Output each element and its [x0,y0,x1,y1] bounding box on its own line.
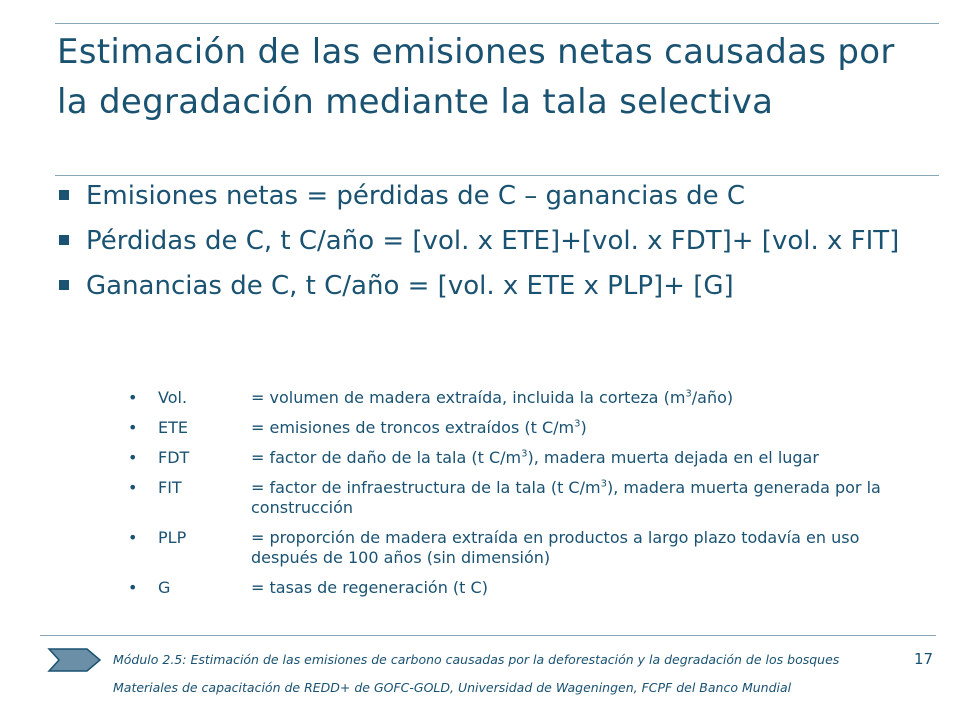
definition-term: FDT [158,448,190,467]
definition-desc: = factor de daño de la tala (t $C/m^3$), madera muerta dejada en el lugar [251,448,819,467]
bullet-item [58,181,938,211]
square-bullet-icon [59,280,69,290]
dot-bullet-icon: • [128,478,138,497]
square-bullet-icon [59,235,69,245]
slide-title: Estimación de las emisiones netas causadas por la degradación mediante la tala selectiva [57,32,895,122]
definition-item [128,418,928,438]
definition-term: ETE [158,418,188,437]
title-divider [55,175,939,176]
main-bullet-list [58,181,938,316]
dot-bullet-icon: • [128,418,138,437]
bullet-text: Pérdidas de C, t C/año = [vol. x ETE]+[vol. x FDT]+ [vol. x FIT] [86,226,900,256]
square-bullet-icon [59,190,69,200]
bullet-text: Ganancias de C, t C/año = [vol. x ETE x PLP]+ [G] [86,271,734,301]
definition-item [128,448,928,468]
definition-term: G [158,578,171,597]
dot-bullet-icon: • [128,388,138,407]
definition-term: PLP [158,528,187,547]
definition-desc: = factor de infraestructura de la tala (t $C/m^3$), madera muerta generada por la construcción [251,478,881,517]
footer-rule [40,635,936,636]
definition-item [128,528,928,568]
bullet-item [58,271,938,301]
definition-desc: = volumen de madera extraída, incluida la corteza $(m^3/año)$ [251,388,734,407]
dot-bullet-icon: • [128,528,138,547]
definition-item [128,388,928,408]
page-number: 17 [914,650,934,668]
definition-term: Vol. [158,388,188,407]
bullet-text: Emisiones netas = pérdidas de C – ganancias de C [86,181,746,211]
dot-bullet-icon: • [128,448,138,467]
definition-list [128,388,928,608]
bullet-item [58,226,938,256]
chevron-right-icon [47,647,103,673]
definition-item [128,478,928,518]
definition-term: FIT [158,478,182,497]
definition-desc: = emisiones de troncos extraídos (t $C/m^3$) [251,418,587,437]
definition-desc: = proporción de madera extraída en productos a largo plazo todavía en uso después de 100 años (sin dimensión) [251,528,860,567]
dot-bullet-icon: • [128,578,138,597]
top-rule [55,23,939,24]
footer-module-text: Módulo 2.5: Estimación de las emisiones de carbono causadas por la deforestación y la degradación de los bosques [113,652,840,667]
definition-desc: = tasas de regeneración (t C) [251,578,488,597]
definition-item [128,578,928,598]
footer-credits-text: Materiales de capacitación de REDD+ de GOFC-GOLD, Universidad de Wageningen, FCPF del Banco Mundial [113,680,792,695]
